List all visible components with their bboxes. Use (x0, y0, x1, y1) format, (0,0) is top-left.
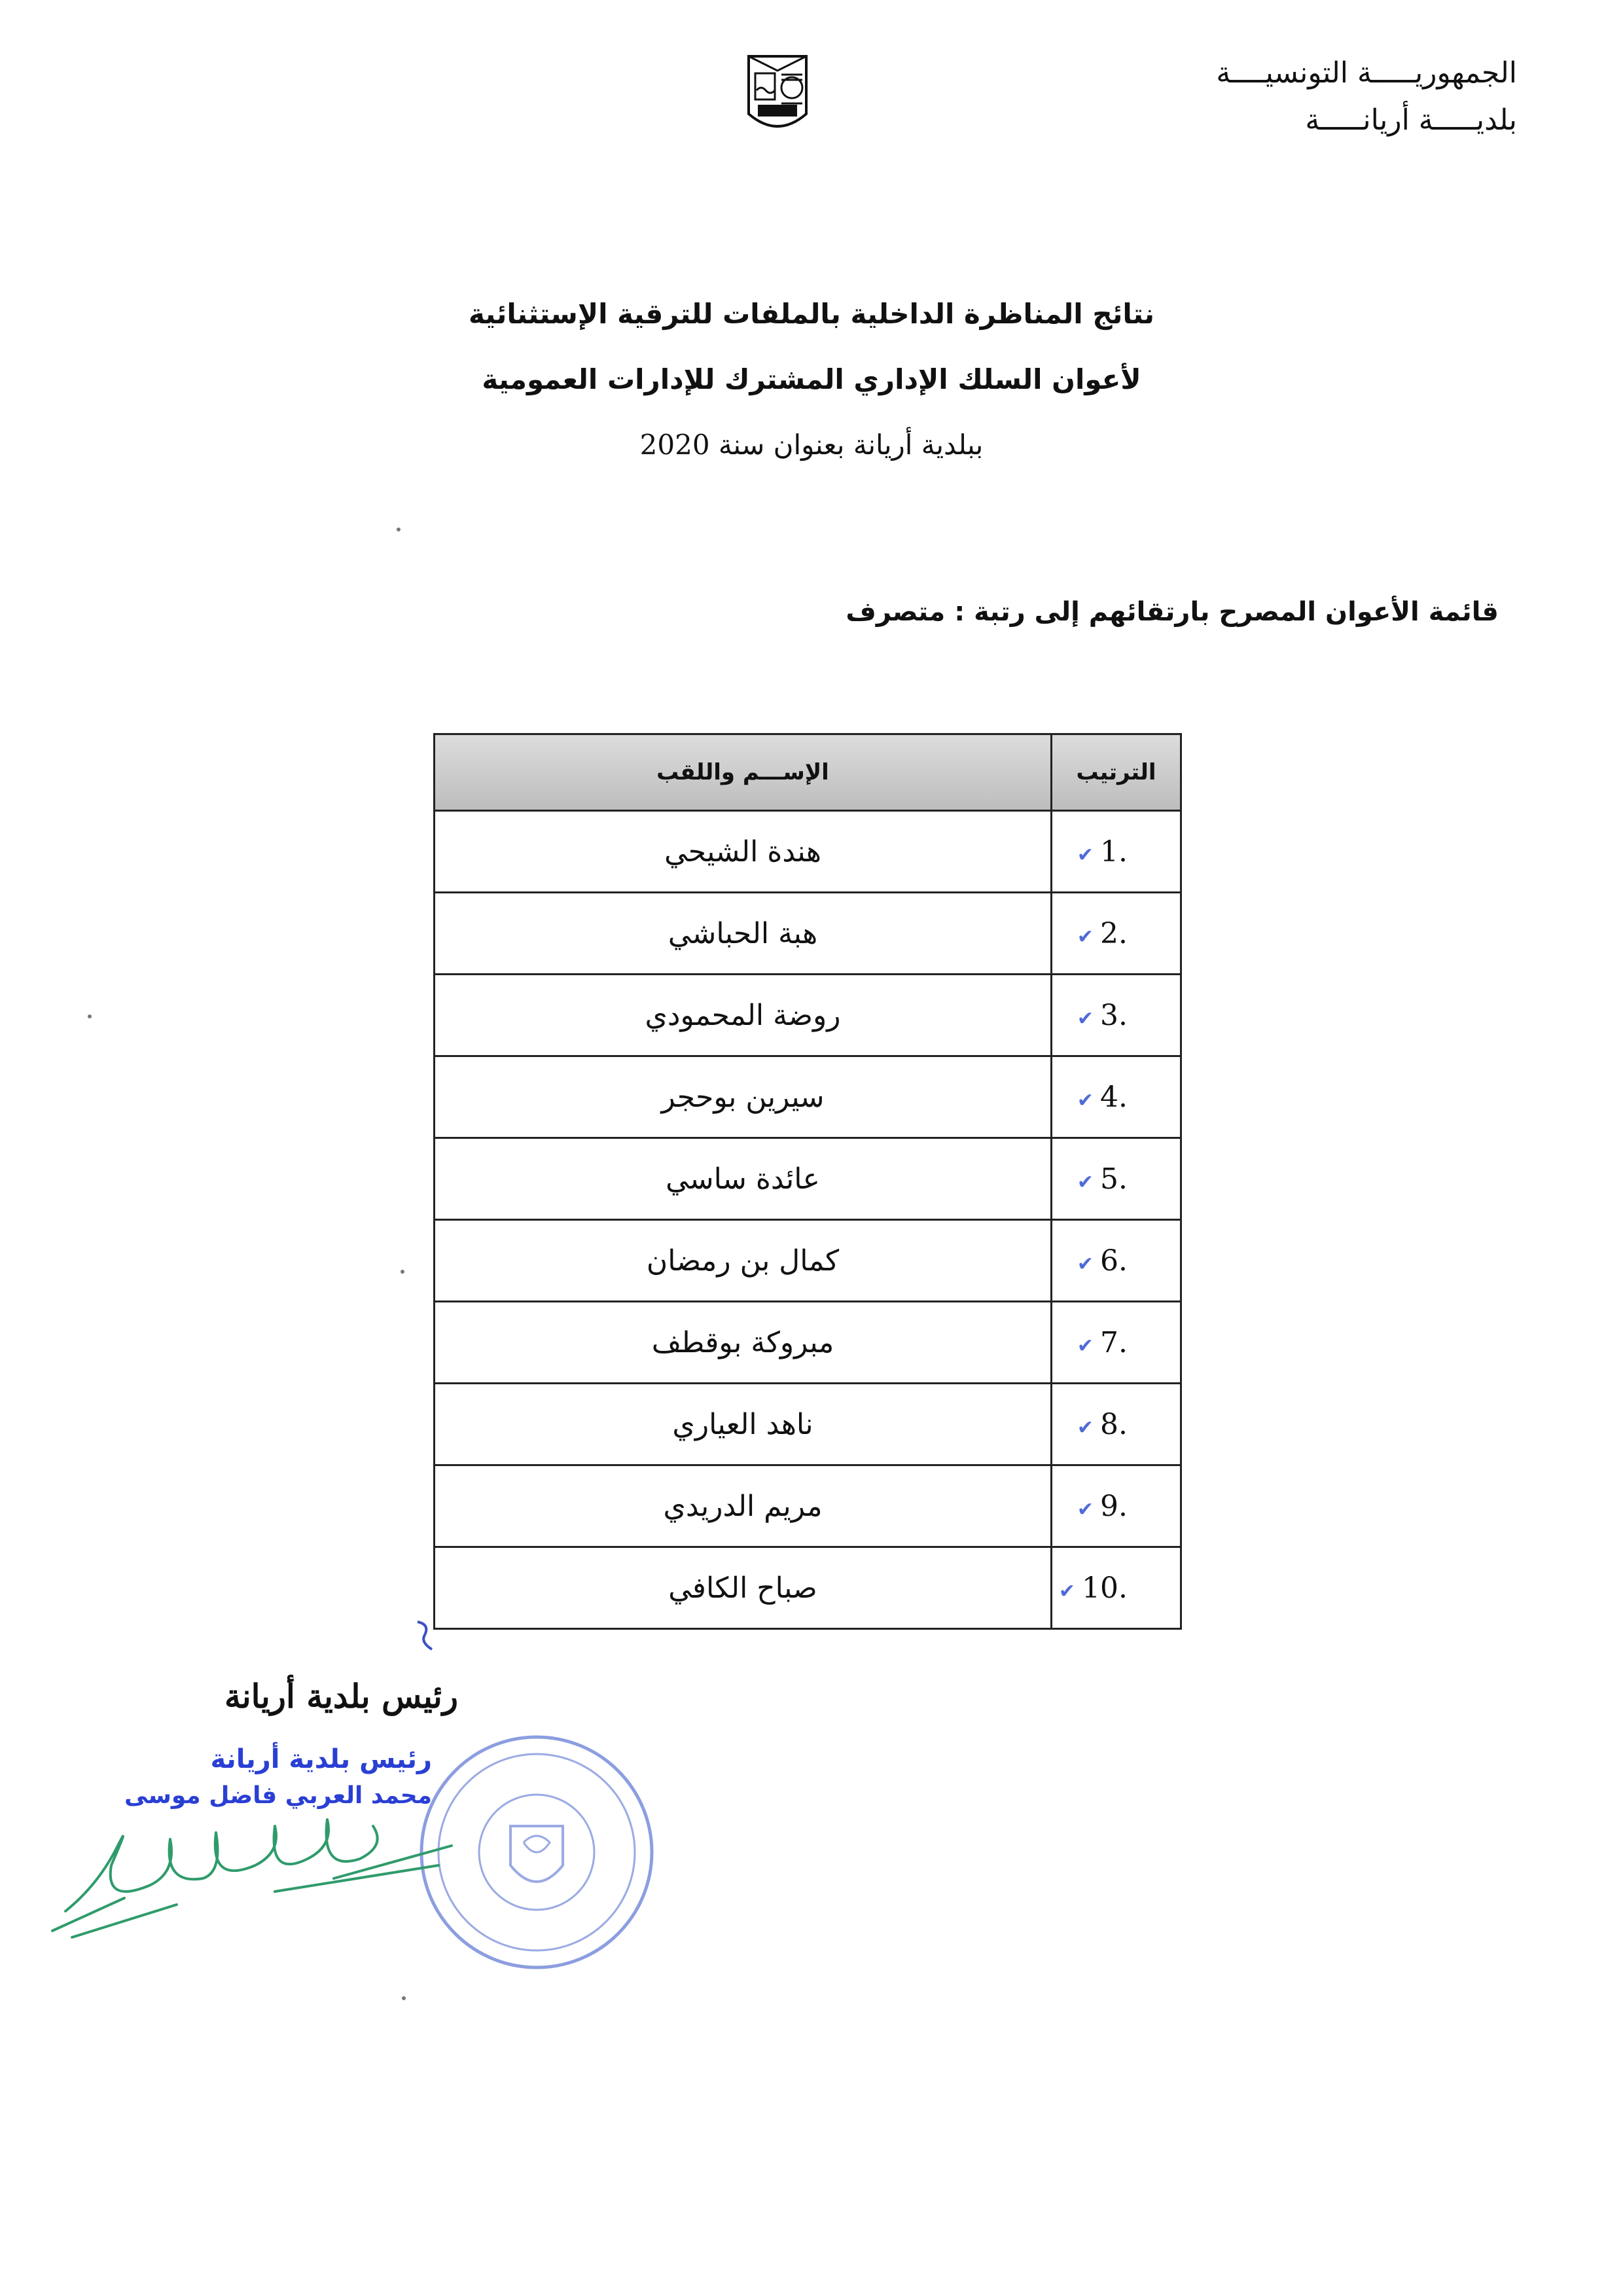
table-row (435, 1056, 1181, 1138)
title-line-2: لأعوان السلك الإداري المشترك للإدارات العمومية (482, 363, 1141, 395)
rank-cell (1052, 1220, 1181, 1302)
title-line-1: نتائج المناظرة الداخلية بالملفات للترقية الإستثنائية (468, 298, 1155, 330)
title-line-3: ببلدية أريانة بعنوان سنة 2020 (639, 429, 984, 461)
mayor-stamp (92, 1741, 432, 1814)
scan-speck (402, 1996, 406, 2000)
country-name: الجمهوريـــــة التونسيــــة (1216, 56, 1517, 90)
rank-cell (1052, 811, 1181, 893)
stamp-title: رئيس بلدية أريانة (210, 1744, 432, 1774)
checkmark-icon: ✔ (1077, 925, 1094, 948)
rank-cell (1052, 1056, 1181, 1138)
municipality-logo (746, 51, 809, 139)
rank-value: 9. (1100, 1489, 1128, 1523)
table-row (435, 1138, 1181, 1220)
checkmark-icon: ✔ (1077, 1334, 1094, 1357)
handwritten-mark (412, 1617, 438, 1656)
table-row (435, 1302, 1181, 1384)
rank-cell (1052, 1465, 1181, 1547)
rank-value: 6. (1100, 1244, 1128, 1278)
municipality-name: بلديـــــة أريانـــــة (1305, 103, 1517, 137)
rank-value: 4. (1100, 1080, 1128, 1114)
name-cell: هبة الحباشي (435, 893, 1052, 975)
scan-speck (401, 1270, 404, 1274)
rank-value: 5. (1100, 1162, 1128, 1196)
rank-value: 1. (1100, 834, 1128, 869)
rank-value: 3. (1100, 998, 1128, 1032)
scan-speck (88, 1014, 92, 1018)
checkmark-icon: ✔ (1077, 843, 1094, 867)
table-row (435, 975, 1181, 1056)
letterhead (1124, 50, 1517, 144)
rank-column-header: الترتيب (1052, 734, 1181, 811)
checkmark-icon: ✔ (1077, 1252, 1094, 1276)
rank-cell (1052, 975, 1181, 1056)
rank-cell (1052, 893, 1181, 975)
checkmark-icon: ✔ (1077, 1088, 1094, 1112)
name-cell: عائدة ساسي (435, 1138, 1052, 1220)
checkmark-icon: ✔ (1077, 1498, 1094, 1521)
name-cell: كمال بن رمضان (435, 1220, 1052, 1302)
name-cell: مريم الدريدي (435, 1465, 1052, 1547)
name-cell: صباح الكافي (435, 1547, 1052, 1629)
table-header-row (435, 734, 1181, 811)
name-cell: ناهد العياري (435, 1384, 1052, 1465)
scan-speck (397, 528, 401, 531)
checkmark-icon: ✔ (1058, 1579, 1076, 1603)
table-row (435, 1384, 1181, 1465)
checkmark-icon: ✔ (1077, 1007, 1094, 1030)
name-cell: سيرين بوحجر (435, 1056, 1052, 1138)
checkmark-icon: ✔ (1077, 1170, 1094, 1194)
rank-value: 10. (1082, 1571, 1128, 1605)
name-cell: هندة الشيحي (435, 811, 1052, 893)
results-table (433, 733, 1182, 1630)
rank-cell (1052, 1302, 1181, 1384)
table-row (435, 1220, 1181, 1302)
rank-value: 2. (1100, 916, 1128, 950)
name-cell: مبروكة بوقطف (435, 1302, 1052, 1384)
rank-value: 7. (1100, 1325, 1128, 1359)
document-title (393, 281, 1230, 478)
checkmark-icon: ✔ (1077, 1416, 1094, 1439)
rank-cell (1052, 1547, 1181, 1629)
rank-value: 8. (1100, 1407, 1128, 1441)
rank-cell (1052, 1138, 1181, 1220)
table-body (435, 811, 1181, 1629)
table-row (435, 1465, 1181, 1547)
table-row (435, 811, 1181, 893)
handwritten-signature (46, 1806, 465, 1950)
name-column-header: الإســـم واللقب (435, 734, 1052, 811)
list-heading: قائمة الأعوان المصرح بارتقائهم إلى رتبة : متصرف (846, 597, 1499, 627)
table-row (435, 1547, 1181, 1629)
name-cell: روضة المحمودي (435, 975, 1052, 1056)
signatory-title: رئيس بلدية أريانة (224, 1677, 458, 1715)
rank-cell (1052, 1384, 1181, 1465)
stamp-name: محمد العربي فاضل موسى (124, 1782, 432, 1809)
table-row (435, 893, 1181, 975)
